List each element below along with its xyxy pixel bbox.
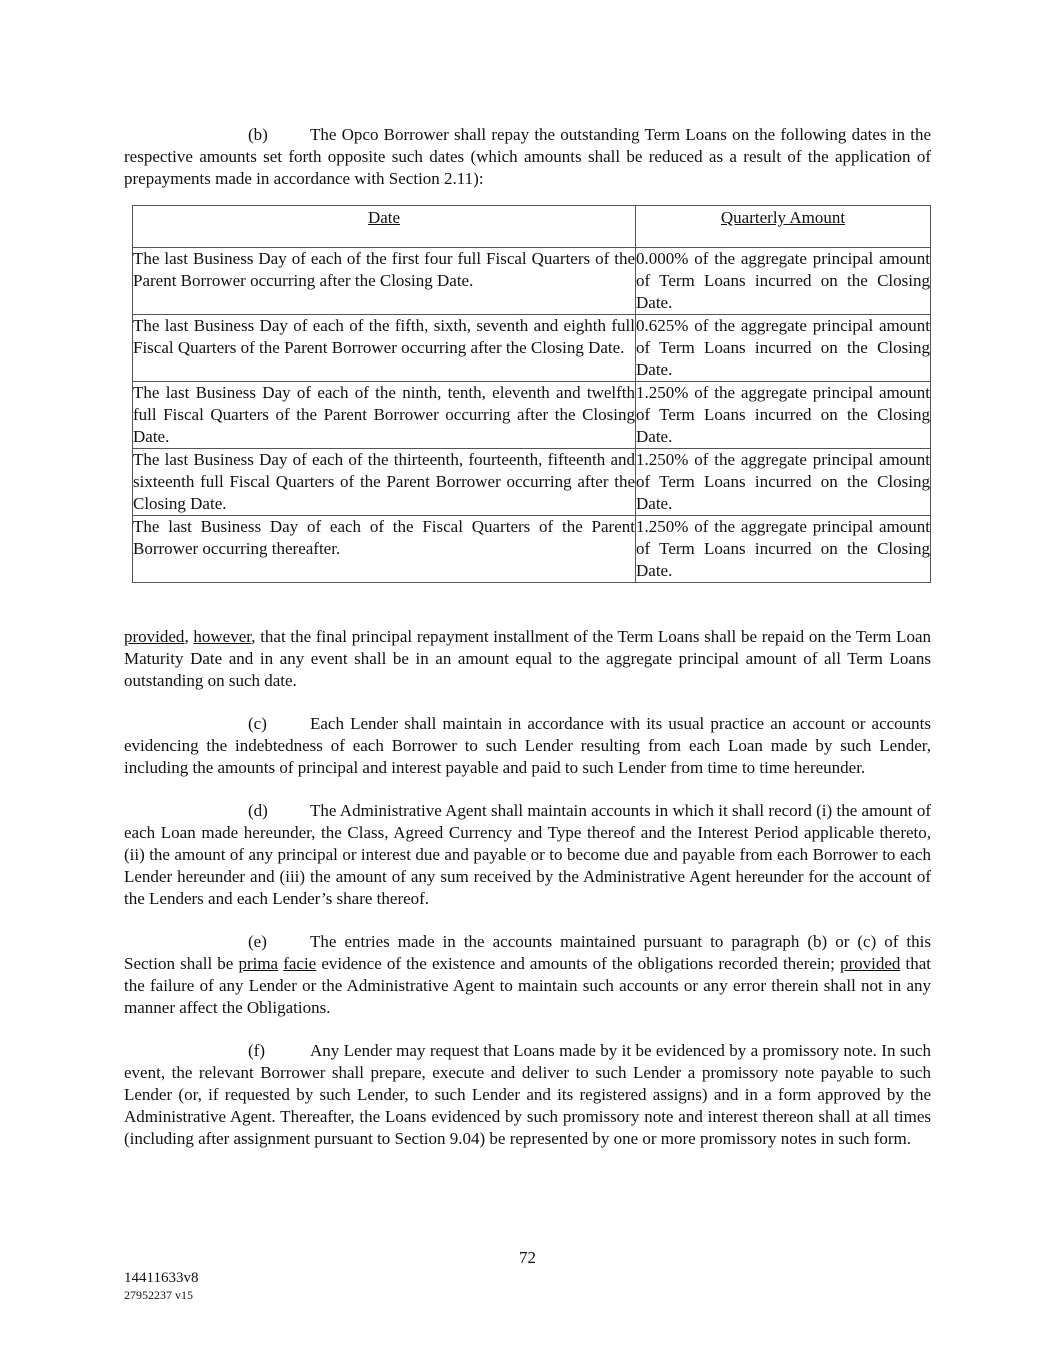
paragraph-e-text-2: evidence of the existence and amounts of the obligations recorded therein; xyxy=(316,954,840,973)
paragraph-c xyxy=(124,713,931,779)
paragraph-c-text: Each Lender shall maintain in accordance with its usual practice an account or accounts evidencing the indebtedness of each Borrower to such Lender resulting from each Loan made by such Lender, including the amounts of principal and interest payable and paid to such Lender from time to time hereunder. xyxy=(124,714,931,777)
however-term: however xyxy=(193,627,252,646)
date-column-header: Date xyxy=(133,206,636,248)
amount-cell: 0.000% of the aggregate principal amount of Term Loans incurred on the Closing Date. xyxy=(636,248,931,315)
paragraph-f-text: Any Lender may request that Loans made by it be evidenced by a promissory note. In such event, the relevant Borrower shall prepare, execute and deliver to such Lender a promissory note payable to such Lender (or, if requested by such Lender, to such Lender and its registered assigns) and in a form approved by the Administrative Agent. Thereafter, the Loans evidenced by such promissory note and interest thereon shall at all times (including after assignment pursuant to Section 9.04) be represented by one or more promissory notes in such form. xyxy=(124,1041,931,1148)
paragraph-d xyxy=(124,800,931,910)
table-row xyxy=(133,382,931,449)
paragraph-f-label: (f) xyxy=(248,1041,265,1060)
provided-term: provided xyxy=(839,954,901,973)
paragraph-e xyxy=(124,931,931,1019)
quarterly-amount-column-header: Quarterly Amount xyxy=(636,206,931,248)
prima-term: prima xyxy=(238,954,279,973)
table-row xyxy=(133,248,931,315)
amount-cell: 1.250% of the aggregate principal amount of Term Loans incurred on the Closing Date. xyxy=(636,516,931,583)
document-id-primary: 14411633v8 xyxy=(124,1270,199,1286)
paragraph-d-text: The Administrative Agent shall maintain accounts in which it shall record (i) the amount of each Loan made hereunder, the Class, Agreed Currency and Type thereof and the Interest Period applicable thereto, (ii) the amount of any principal or interest due and payable or to become due and payable from each Borrower to each Lender hereunder and (iii) the amount of any sum received by the Administrative Agent hereunder for the account of the Lenders and each Lender’s share thereof. xyxy=(124,801,931,908)
paragraph-e-label: (e) xyxy=(248,932,267,951)
paragraph-b-label: (b) xyxy=(248,125,268,144)
document-id-secondary: 27952237 v15 xyxy=(124,1288,193,1302)
facie-term: facie xyxy=(283,954,317,973)
paragraph-b-text: The Opco Borrower shall repay the outstanding Term Loans on the following dates in the respective amounts set forth opposite such dates (which amounts shall be reduced as a result of the application of prepayments made in accordance with Section 2.11): xyxy=(124,125,931,188)
date-cell: The last Business Day of each of the ninth, tenth, eleventh and twelfth full Fiscal Quarters of the Parent Borrower occurring after the Closing Date. xyxy=(133,382,636,449)
paragraph-f xyxy=(124,1040,931,1150)
date-cell: The last Business Day of each of the fifth, sixth, seventh and eighth full Fiscal Quarters of the Parent Borrower occurring after the Closing Date. xyxy=(133,315,636,382)
date-cell: The last Business Day of each of the first four full Fiscal Quarters of the Parent Borrower occurring after the Closing Date. xyxy=(133,248,636,315)
provided-term: provided xyxy=(124,627,185,646)
table-row xyxy=(133,315,931,382)
date-cell: The last Business Day of each of the thirteenth, fourteenth, fifteenth and sixteenth full Fiscal Quarters of the Parent Borrower occurring after the Closing Date. xyxy=(133,449,636,516)
paragraph-c-label: (c) xyxy=(248,714,267,733)
document-body xyxy=(124,124,931,1150)
paragraph-d-label: (d) xyxy=(248,801,268,820)
page-number: 72 xyxy=(519,1248,536,1267)
amount-cell: 1.250% of the aggregate principal amount of Term Loans incurred on the Closing Date. xyxy=(636,449,931,516)
amount-cell: 1.250% of the aggregate principal amount of Term Loans incurred on the Closing Date. xyxy=(636,382,931,449)
paragraph-e-text-1: The entries made in the accounts maintained pursuant to paragraph (b) or (c) of this Section shall be xyxy=(124,932,931,973)
proviso-text: , that the final principal repayment installment of the Term Loans shall be repaid on the Term Loan Maturity Date and in any event shall be in an amount equal to the aggregate principal amount of all Term Loans outstanding on such date. xyxy=(124,627,931,690)
repayment-schedule-table xyxy=(132,205,931,583)
amount-cell: 0.625% of the aggregate principal amount of Term Loans incurred on the Closing Date. xyxy=(636,315,931,382)
paragraph-e-text-3: that the failure of any Lender or the Administrative Agent to maintain such accounts or any error therein shall not in any manner affect the Obligations. xyxy=(124,954,931,1017)
table-header-row xyxy=(133,206,931,248)
date-cell: The last Business Day of each of the Fiscal Quarters of the Parent Borrower occurring thereafter. xyxy=(133,516,636,583)
proviso-paragraph xyxy=(124,626,931,692)
paragraph-b xyxy=(124,124,931,190)
proviso-separator: , xyxy=(184,627,194,646)
table-row xyxy=(133,516,931,583)
table-row xyxy=(133,449,931,516)
